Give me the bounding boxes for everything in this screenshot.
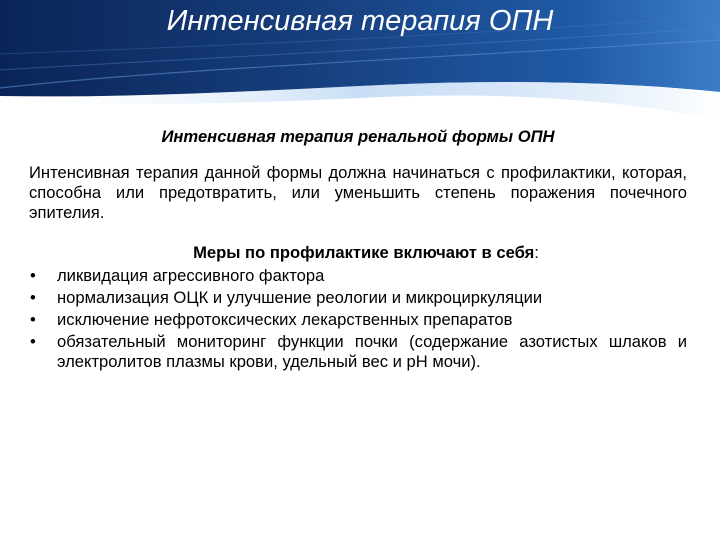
list-item-text: обязательный мониторинг функции почки (содержание азотистых шлаков и электролитов плазмы крови, удельный вес и рН мочи). [57,332,687,372]
measures-heading [29,242,687,264]
list-item-text: исключение нефротоксических лекарственных препаратов [57,310,513,330]
list-item [29,332,687,372]
slide-subtitle: Интенсивная терапия ренальной формы ОПН [161,127,555,146]
list-item-text: ликвидация агрессивного фактора [57,266,325,286]
bullet-icon: • [30,288,36,308]
list-item-text: нормализация ОЦК и улучшение реологии и микроциркуляции [57,288,543,308]
slide-content [29,126,687,374]
intro-paragraph: Интенсивная терапия данной формы должна начинаться с профилактики, которая, способна или предотвратить, или уменьшить степень поражения почечного эпителия. [29,163,687,222]
measures-heading-text: Меры по профилактике включают в себя [193,243,535,263]
list-item [29,310,687,330]
measures-heading-colon: : [534,243,539,263]
bullet-icon: • [30,266,36,286]
bullet-icon: • [30,310,36,330]
bullet-icon: • [30,332,36,352]
measures-list [29,266,687,372]
list-item [29,288,687,308]
slide-title: Интенсивная терапия ОПН [166,5,554,37]
list-item [29,266,687,286]
